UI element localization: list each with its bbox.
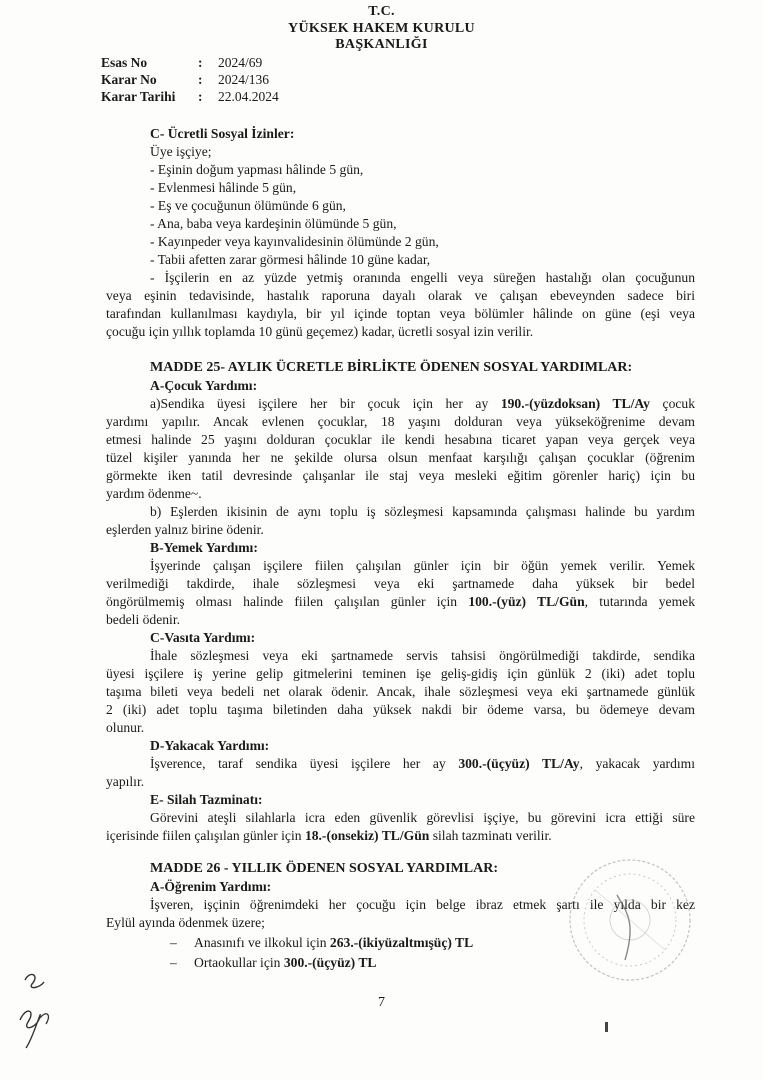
vasita-yardimi-line: 2 (iki) adet toplu taşıma biletinden daha yüksek nakdi bir ödeme varsa, bu ödemeye devam — [106, 702, 695, 717]
meta-esas-no: Esas No : 2024/69 — [101, 55, 263, 70]
silah-tazminati-line: Görevini ateşli silahlarla icra eden güvenlik görevlisi işçiye, bu görevini icra ettiği süre — [150, 810, 695, 825]
cocuk-yardimi-line: etmesi halinde 25 yaşını dolduran çocuklar ile kendi hesabına ticaret yapan veya gerçek veya — [106, 432, 695, 447]
section-c-line: tarafından kullanılması kaydıyla, bir yıl içinde toptan veya bölümler hâlinde on güne (eşi veya — [106, 306, 695, 321]
yemek-yardimi-line: verilmediği takdirde, ihale sözleşmesi veya eki şartnamede daha yüksek bir bedel — [106, 576, 695, 591]
ogrenim-yardimi-line: Eylül ayında ödenmek üzere; — [106, 915, 265, 930]
vasita-yardimi-line: taşıma bileti veya bedeli net olarak ödenir. Ancak, ihale sözleşmesi veya eki şartnamede günlük — [106, 684, 695, 699]
vasita-yardimi-line: olunur. — [106, 720, 145, 735]
ogrenim-bullet: – Anasınıfı ve ilkokul için 263.-(ikiyüzaltmışüç) TL — [170, 935, 474, 950]
section-c-line: - İşçilerin en az yüzde yetmiş oranında engelli veya süreğen hastalığı olan çocuğunun — [150, 270, 695, 285]
section-c-line: - Kayınpeder veya kayınvalidesinin ölümünde 2 gün, — [150, 234, 439, 249]
cocuk-yardimi-line: görmekte iken tatil devresinde çalışanlar ile staj veya mesleki eğitim görenler hariç) için bu — [106, 468, 695, 483]
cocuk-yardimi-b-line: b) Eşlerden ikisinin de aynı toplu iş sözleşmesi kapsamında çalışması halinde bu yardım — [150, 504, 695, 519]
cocuk-yardimi-line: yardımı yapılır. Ancak evlenen çocuklar, 18 yaşını dolduran veya yükseköğrenime devam — [106, 414, 695, 429]
vasita-yardimi-line: İhale sözleşmesi veya eki şartnamede servis tahsisi öngörülmediği takdirde, sendika — [150, 648, 695, 663]
yemek-yardimi-line: bedeli ödenir. — [106, 612, 180, 627]
yemek-yardimi-title: B-Yemek Yardımı: — [150, 540, 258, 555]
section-c-line: çocuğu için yıllık toplamda 10 günü geçemez) kadar, ücretli sosyal izin verilir. — [106, 324, 534, 339]
handwritten-initials — [10, 970, 70, 1060]
section-c-title: C- Ücretli Sosyal İzinler: — [150, 126, 295, 141]
meta-karar-tarihi: Karar Tarihi : 22.04.2024 — [101, 89, 279, 104]
section-c-line: - Evlenmesi hâlinde 5 gün, — [150, 180, 297, 195]
yakacak-yardimi-title: D-Yakacak Yardımı: — [150, 738, 270, 753]
header-tc: T.C. — [368, 4, 395, 19]
cocuk-yardimi-line: tüzel kişiler yanında her ne şekilde olursa olsun menfaat karşılığı çalışan çocuklar (öğrenim — [106, 450, 695, 465]
silah-tazminati-title: E- Silah Tazminatı: — [150, 792, 263, 807]
silah-tazminati-line: içerisinde fiilen çalışılan günler için 18.-(onsekiz) TL/Gün silah tazminatı verilir. — [106, 828, 552, 843]
seal-stamp — [555, 850, 705, 990]
cocuk-yardimi-title: A-Çocuk Yardımı: — [150, 378, 258, 393]
vasita-yardimi-title: C-Vasıta Yardımı: — [150, 630, 256, 645]
ogrenim-bullet: – Ortaokullar için 300.-(üçyüz) TL — [170, 955, 377, 970]
yemek-yardimi-line: öngörülmemiş olması halinde fiilen çalışılan günler için 100.-(yüz) TL/Gün, tutarında yemek — [106, 594, 695, 609]
meta-karar-no: Karar No : 2024/136 — [101, 72, 270, 87]
header-baskanlik: BAŞKANLIĞI — [335, 37, 428, 52]
ogrenim-yardimi-line: İşveren, işçinin öğrenimdeki her çocuğu için belge ibraz etmek şartı ile yılda bir kez — [150, 897, 695, 912]
section-c-line: veya eşinin tedavisinde, hastalık raporuna dayalı olarak ve çalışan ebeveynden sadece biri — [106, 288, 695, 303]
section-c-line: - Tabii afetten zarar görmesi hâlinde 10 güne kadar, — [150, 252, 431, 267]
section-c-line: - Ana, baba veya kardeşinin ölümünde 5 gün, — [150, 216, 397, 231]
header-kurul: YÜKSEK HAKEM KURULU — [288, 21, 475, 36]
yakacak-yardimi-line: yapılır. — [106, 774, 145, 789]
yemek-yardimi-line: İşyerinde çalışan işçilere fiilen çalışılan günler için bir öğün yemek verilir. Yemek — [150, 558, 695, 573]
vasita-yardimi-line: üyesi işçilere iş yerine gelip gitmelerini teminen işe geliş-gidiş için günlük 2 (iki) adet toplu — [106, 666, 695, 681]
ogrenim-yardimi-title: A-Öğrenim Yardımı: — [150, 879, 272, 894]
madde-25-title: MADDE 25- AYLIK ÜCRETLE BİRLİKTE ÖDENEN SOSYAL YARDIMLAR: — [150, 360, 633, 375]
margin-mark — [605, 1022, 608, 1032]
section-c-line: Üye işçiye; — [150, 144, 212, 159]
cocuk-yardimi-line: yardım ödenme~. — [106, 486, 202, 501]
madde-26-title: MADDE 26 - YILLIK ÖDENEN SOSYAL YARDIMLAR: — [150, 861, 498, 876]
page-number: 7 — [378, 995, 385, 1010]
cocuk-yardimi-line: a)Sendika üyesi işçilere her bir çocuk için her ay 190.-(yüzdoksan) TL/Ay çocuk — [150, 396, 696, 411]
section-c-line: - Eş ve çocuğunun ölümünde 6 gün, — [150, 198, 346, 213]
section-c-line: - Eşinin doğum yapması hâlinde 5 gün, — [150, 162, 364, 177]
cocuk-yardimi-b-line: eşlerden yalnız birine ödenir. — [106, 522, 264, 537]
yakacak-yardimi-line: İşverence, taraf sendika üyesi işçilere her ay 300.-(üçyüz) TL/Ay, yakacak yardımı — [150, 756, 695, 771]
